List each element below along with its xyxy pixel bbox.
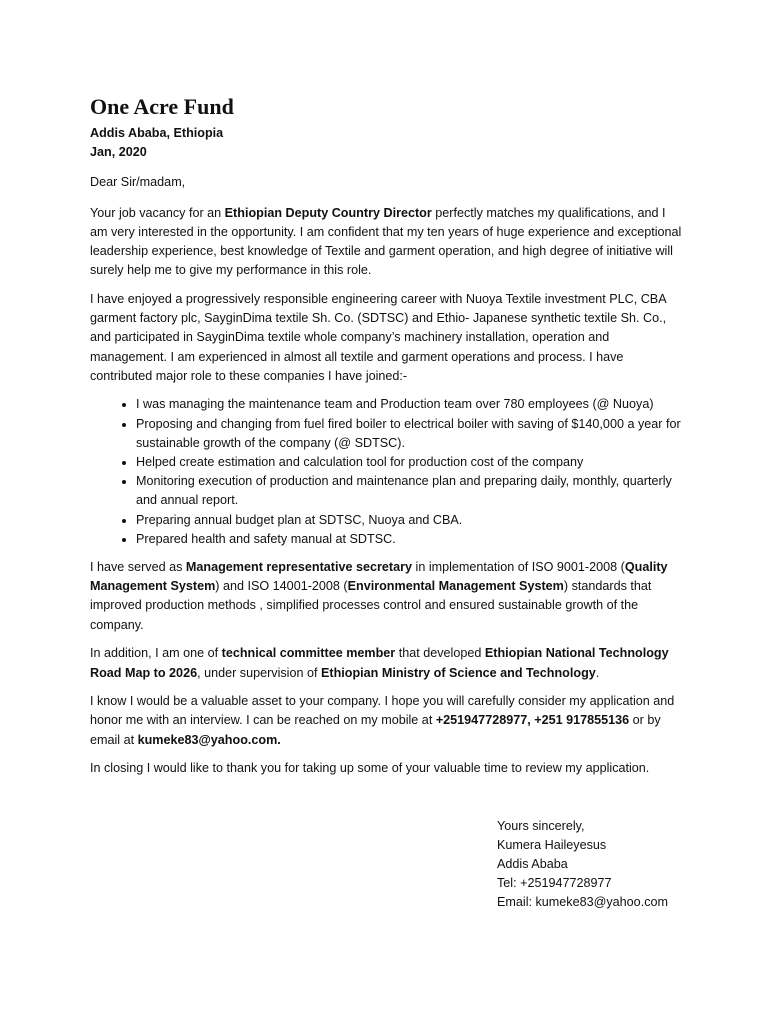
list-item: • Proposing and changing from fuel fired boiler to electrical boiler with saving of $140,000 a year for sustainable growth of the company (@ SDTSC). — [136, 415, 686, 453]
paragraph-closing: In closing I would like to thank you for taking up some of your valuable time to review my application. — [90, 761, 650, 776]
p4-text-e: , under supervision of — [197, 665, 321, 680]
p3-bold-b: Management representative secretary — [185, 560, 413, 575]
p3-bold-f: Environmental Management System — [347, 579, 564, 594]
signature-name: Kumera Haileyesus — [497, 837, 607, 852]
letter-body — [90, 94, 686, 913]
header-location: Addis Ababa, Ethiopia — [90, 126, 224, 140]
paragraph-contact — [90, 692, 686, 750]
list-item: • I was managing the maintenance team and Production team over 780 employees (@ Nuoya) — [136, 395, 686, 414]
salutation: Dear Sir/madam, — [90, 175, 186, 190]
signature-city: Addis Ababa — [497, 857, 568, 871]
p3-text-e: ) and ISO 14001-2008 ( — [215, 579, 348, 594]
list-item: • Prepared health and safety manual at SDTSC. — [136, 530, 686, 549]
achievements-list — [90, 395, 686, 549]
p5-text-a: I know I would be a valuable asset to your company. I hope you will carefully consider my application and honor me with an interview. I can be reached on my mobile at — [90, 694, 675, 728]
p4-bold-b: technical committee member — [221, 646, 396, 661]
p1-text-c: perfectly matches my qualifications, and I am very interested in the opportunity. I am confident that my ten years of huge experience and exceptional leadership experience, best knowledge of Textile and garment operation, and high degree of initiative will surely help me to give my performance in this role. — [90, 205, 682, 278]
p4-text-c: that developed — [395, 646, 485, 661]
p1-text-a: Your job vacancy for an — [90, 205, 225, 220]
signature-tel: Tel: +251947728977 — [497, 876, 612, 891]
p5-text-c: or by email at — [90, 713, 661, 747]
p3-text-g: ) standards that improved production methods , simplified processes control and ensured sustainable growth of the company. — [90, 579, 652, 632]
organization-title: One Acre Fund — [90, 94, 234, 119]
job-title-emphasis: Ethiopian Deputy Country Director — [224, 205, 432, 220]
signature-block — [497, 817, 686, 913]
p4-bold-d: Ethiopian National Technology Road Map to 2026 — [90, 646, 669, 680]
paragraph-committee — [90, 644, 686, 682]
header-date: Jan, 2020 — [90, 145, 147, 160]
list-item: • Monitoring execution of production and maintenance plan and preparing daily, monthly, quarterly and annual report. — [136, 472, 686, 510]
contact-email: kumeke83@yahoo.com. — [137, 732, 281, 747]
p4-bold-f: Ethiopian Ministry of Science and Technology — [321, 665, 596, 680]
signature-email: Email: kumeke83@yahoo.com — [497, 895, 668, 910]
p4-text-g: . — [595, 665, 600, 680]
p3-text-c: in implementation of ISO 9001-2008 ( — [412, 560, 625, 575]
signature-closing: Yours sincerely, — [497, 818, 585, 833]
paragraph-iso — [90, 558, 686, 635]
paragraph-intro — [90, 204, 686, 281]
paragraph-career: I have enjoyed a progressively responsible engineering career with Nuoya Textile investment PLC, CBA garment factory plc, SayginDima textile Sh. Co. (SDTSC) and Ethio- Japanese synthetic textile Sh. Co., and participated in SayginDima textile whole company’s machinery installation, operation and management. I am experienced in almost all textile and garment operations and process. I have contributed major role to these companies I have joined:- — [90, 291, 667, 383]
list-item: • Helped create estimation and calculation tool for production cost of the company — [136, 453, 686, 472]
list-item: • Preparing annual budget plan at SDTSC, Nuoya and CBA. — [136, 511, 686, 530]
contact-phones: +251947728977, +251 917855136 — [435, 713, 630, 728]
p3-text-a: I have served as — [90, 560, 186, 575]
p3-bold-d: Quality Management System — [90, 560, 668, 594]
p4-text-a: In addition, I am one of — [90, 646, 222, 661]
